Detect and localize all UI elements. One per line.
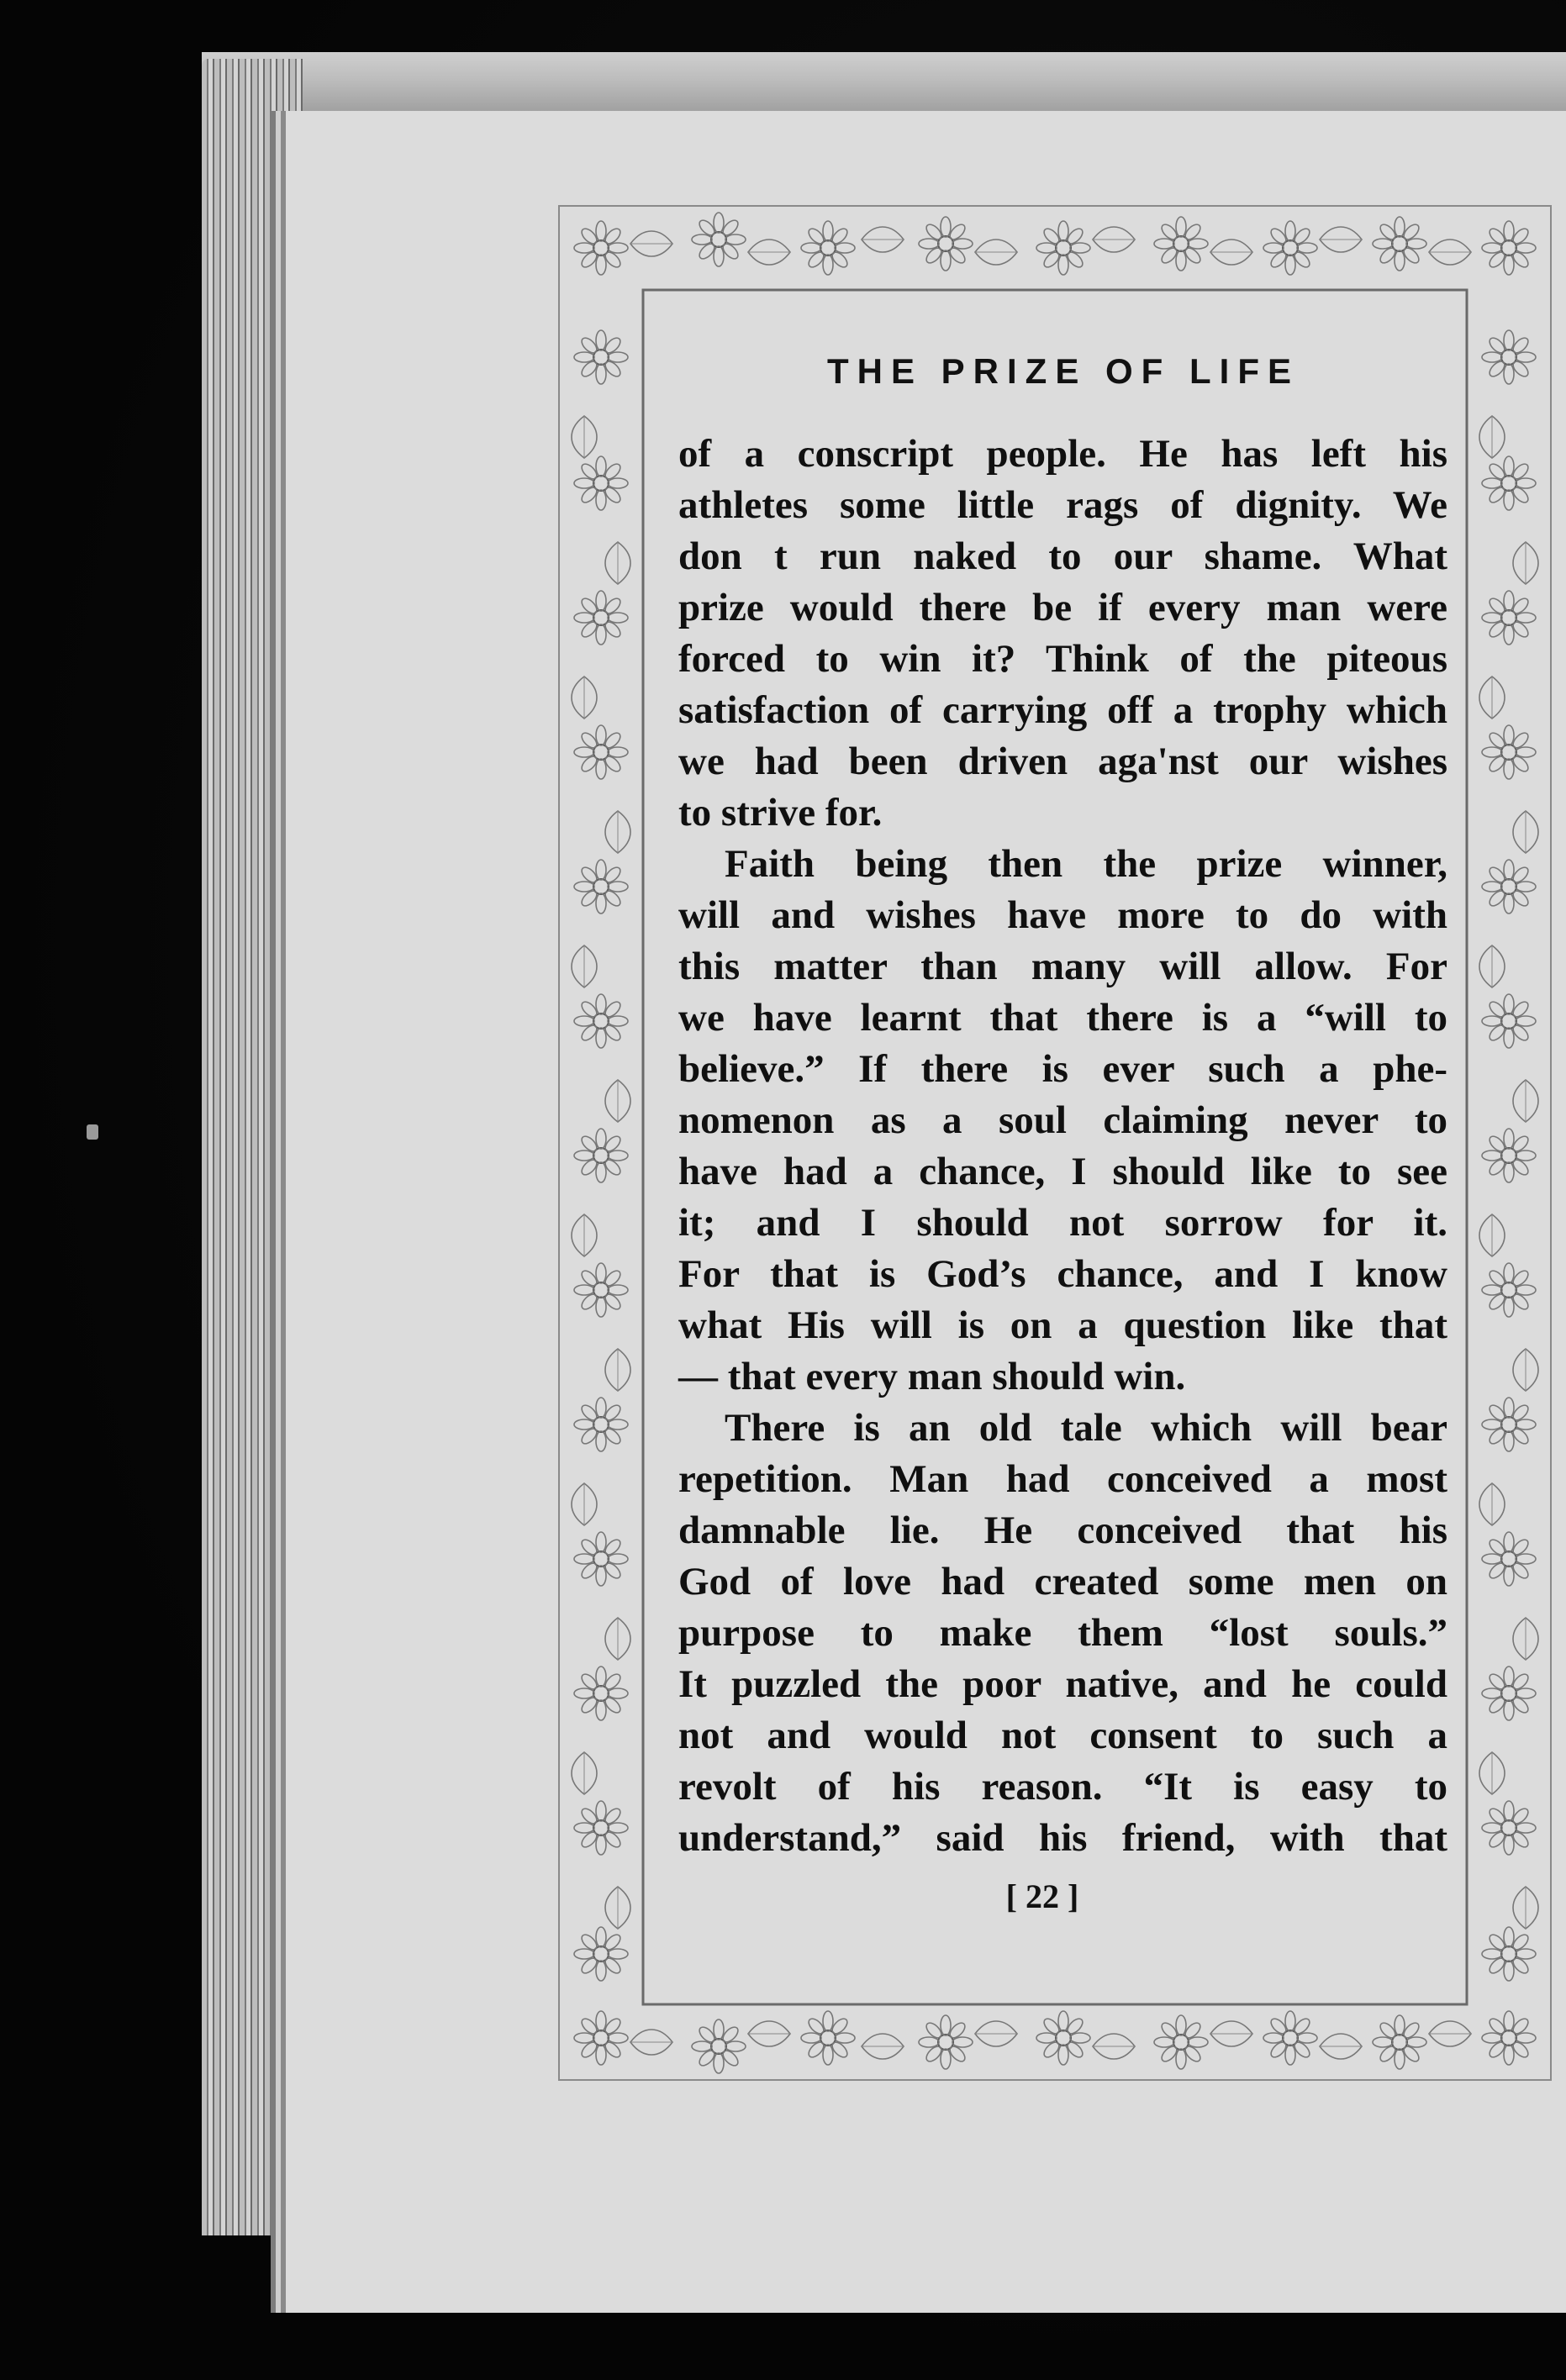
text-line: this matter than many will allow. For [678, 945, 1447, 988]
text-line: we have learnt that there is a “will to [678, 996, 1447, 1040]
text-line: athletes some little rags of dignity. We [678, 483, 1447, 527]
text-line: repetition. Man had conceived a most [678, 1457, 1447, 1501]
text-line: purpose to make them “lost souls.” [678, 1611, 1447, 1655]
text-line: what His will is on a question like that [678, 1303, 1447, 1347]
text-line: believe.” If there is ever such a phe- [678, 1047, 1447, 1091]
text-line: not and would not consent to such a [678, 1714, 1447, 1757]
page-number: [ 22 ] [1005, 1877, 1079, 1915]
text-line: It puzzled the poor native, and he could [678, 1662, 1447, 1706]
text-line: There is an old tale which will bear [725, 1406, 1447, 1450]
text-line: damnable lie. He conceived that his [678, 1509, 1447, 1552]
text-line: it; and I should not sorrow for it. [678, 1201, 1447, 1245]
text-line: to strive for. [678, 791, 883, 835]
text-line: don t run naked to our shame. What [678, 534, 1447, 578]
text-line: prize would there be if every man were [678, 586, 1447, 629]
text-line: have had a chance, I should like to see [678, 1150, 1447, 1193]
dust-speck [87, 1124, 98, 1140]
text-line: Faith being then the prize winner, [725, 842, 1447, 886]
text-line: satisfaction of carrying off a trophy which [678, 688, 1447, 732]
text-line: of a conscript people. He has left his [678, 432, 1447, 476]
text-line: revolt of his reason. “It is easy to [678, 1765, 1447, 1809]
text-line: God of love had created some men on [678, 1560, 1447, 1603]
text-line: understand,” said his friend, with that [678, 1816, 1447, 1860]
text-line: will and wishes have more to do with [678, 893, 1447, 937]
text-line: forced to win it? Think of the piteous [678, 637, 1447, 681]
page-stack-top-edge [202, 52, 1566, 119]
text-line: we had been driven aga'nst our wishes [678, 740, 1447, 783]
text-line: nomenon as a soul claiming never to [678, 1098, 1447, 1142]
text-line: For that is God’s chance, and I know [678, 1252, 1447, 1296]
running-head: THE PRIZE OF LIFE [826, 351, 1300, 391]
text-line: — that every man should win. [678, 1355, 1186, 1398]
